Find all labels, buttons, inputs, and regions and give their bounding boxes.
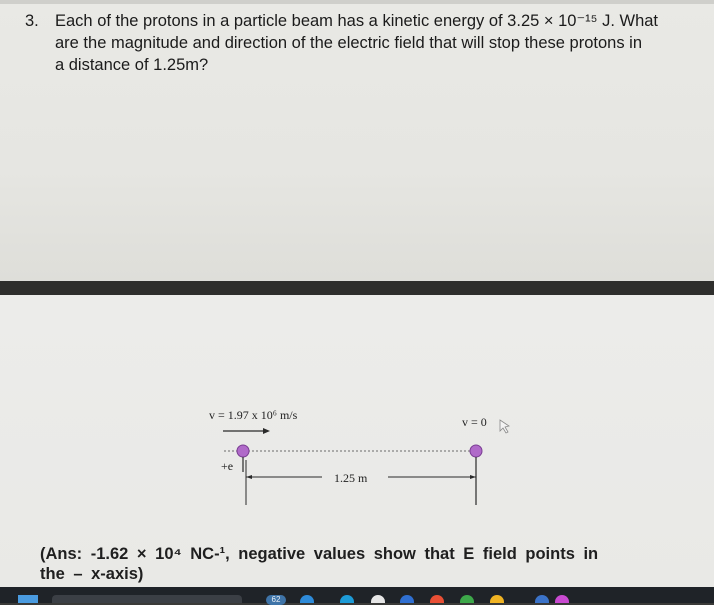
distance-label: 1.25 m <box>334 471 368 485</box>
app-icon[interactable] <box>555 595 569 603</box>
mouse-cursor-icon <box>500 420 509 433</box>
app-icon[interactable] <box>430 595 444 603</box>
answer-line: (Ans: -1.62 × 10⁴ NC-¹, negative values show that E field points in <box>40 545 599 563</box>
taskbar <box>0 587 714 603</box>
answer-text <box>40 544 700 584</box>
question-text <box>55 10 695 76</box>
question-number: 3. <box>25 12 39 30</box>
question-line: a distance of 1.25m? <box>55 56 209 74</box>
final-velocity-label: v = 0 <box>462 415 487 429</box>
velocity-arrow <box>223 428 270 434</box>
question-line: are the magnitude and direction of the electric field that will stop these protons in <box>55 34 643 52</box>
windows-start-icon[interactable] <box>18 595 38 603</box>
app-icon[interactable] <box>535 595 549 603</box>
search-box[interactable] <box>52 595 242 603</box>
proton-diagram <box>0 295 714 540</box>
top-edge <box>0 0 714 4</box>
initial-velocity-label: v = 1.97 x 10⁶ m/s <box>209 408 298 422</box>
app-icon[interactable] <box>340 595 354 603</box>
question-line: Each of the protons in a particle beam has a kinetic energy of 3.25 × 10⁻¹⁵ J. What <box>55 12 659 30</box>
app-icon[interactable] <box>490 595 504 603</box>
app-icon[interactable] <box>371 595 385 603</box>
notification-badge: 62 <box>266 595 286 605</box>
question-panel <box>0 0 714 281</box>
charge-label: +e <box>221 459 234 473</box>
answer-line: the – x-axis) <box>40 565 144 583</box>
app-icon[interactable] <box>300 595 314 603</box>
answer-panel <box>0 295 714 587</box>
proton-end <box>470 445 482 457</box>
app-icon[interactable] <box>460 595 474 603</box>
app-icon[interactable] <box>400 595 414 603</box>
proton-start <box>237 445 249 457</box>
page-divider <box>0 281 714 295</box>
